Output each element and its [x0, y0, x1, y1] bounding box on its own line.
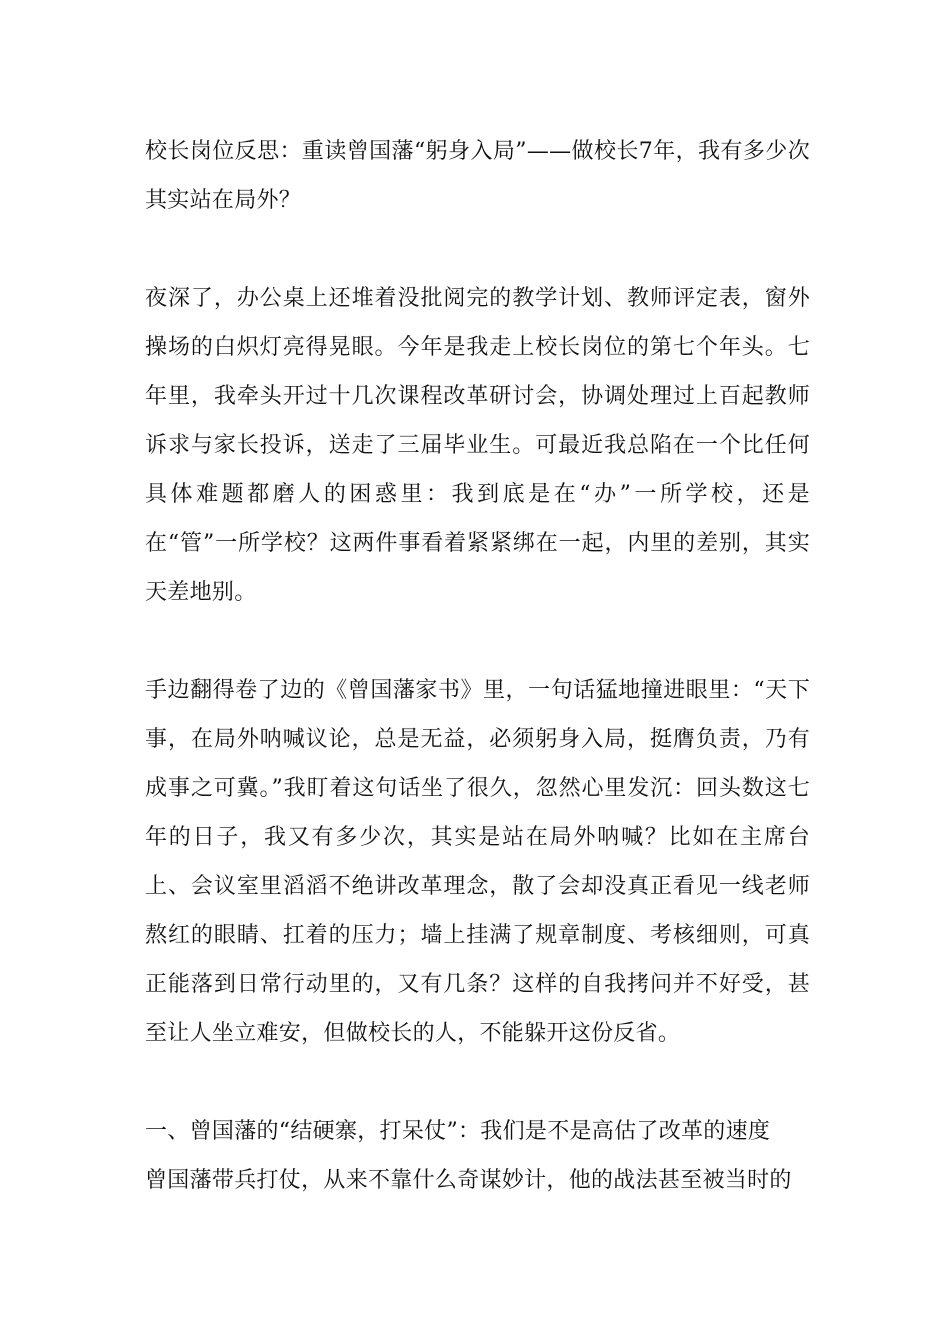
section-heading: 一、曾国藩的“结硬寨，打呆仗”：我们是不是高估了改革的速度: [145, 1119, 771, 1144]
paragraph-2: 手边翻得卷了边的《曾国藩家书》里，一句话猛地撞进眼里：“天下事，在局外呐喊议论，总是无益，必须躬身入局，挺膺负责，乃有成事之可冀。”我盯着这句话坐了很久，忽然心里发沉：回头数这七年的日子，我又有多少次，其实是站在局外呐喊？比如在主席台上、会议室里滔滔不绝讲改革理念，散了会却没真正看见一线老师熬红的眼睛、扛着的压力；墙上挂满了规章制度、考核细则，可真正能落到日常行动里的，又有几条？这样的自我拷问并不好受，甚至让人坐立难安，但做校长的人，不能躲开这份反省。: [145, 678, 810, 1046]
section-paragraph: 曾国藩带兵打仗，从来不靠什么奇谋妙计，他的战法甚至被当时的: [145, 1168, 792, 1193]
paragraph-1: 夜深了，办公桌上还堆着没批阅完的教学计划、教师评定表，窗外操场的白炽灯亮得晃眼。今年是我走上校长岗位的第七个年头。七年里，我牵头开过十几次课程改革研讨会，协调处理过上百起教师诉求与家长投诉，送走了三届毕业生。可最近我总陷在一个比任何具体难题都磨人的困惑里：我到底是在“办”一所学校，还是在“管”一所学校？这两件事看着紧紧绑在一起，内里的差别，其实天差地别。: [145, 286, 810, 605]
document-title: 校长岗位反思：重读曾国藩“躬身入局”——做校长7年，我有多少次其实站在局外？: [145, 139, 810, 213]
document-body: [145, 127, 810, 1205]
